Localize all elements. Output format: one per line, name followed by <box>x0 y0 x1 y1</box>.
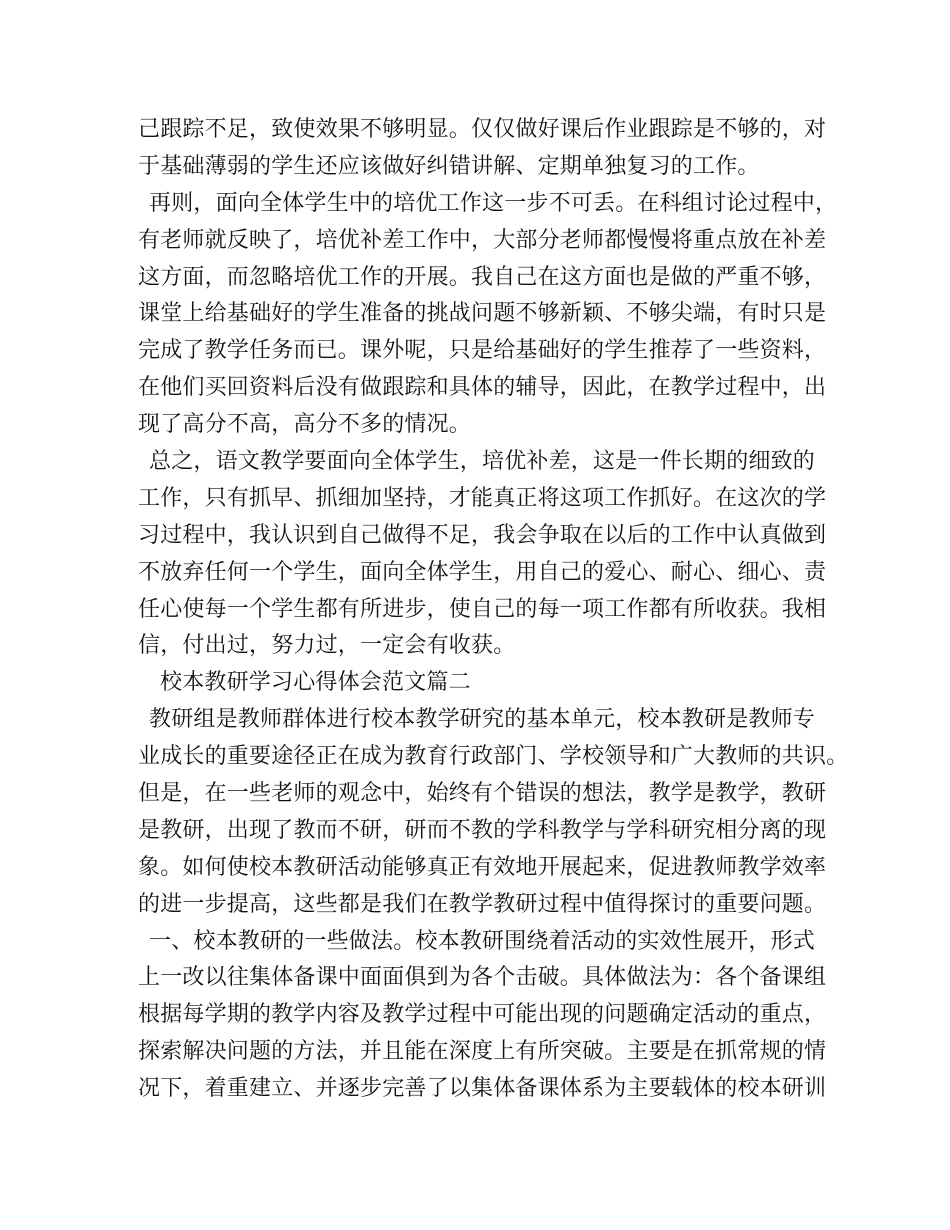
text-line: 工作，只有抓早、抓细加坚持，才能真正将这项工作抓好。在这次的学 <box>138 485 827 511</box>
paragraph-first-line: 一、校本教研的一些做法。校本教研围绕着活动的实效性展开，形式 <box>149 928 816 954</box>
text-line: 探索解决问题的方法，并且能在深度上有所突破。主要是在抓常规的情 <box>138 1039 827 1065</box>
text-line: 业成长的重要途径正在成为教育行政部门、学校领导和广大教师的共识。 <box>138 744 849 770</box>
paragraph-first-line: 总之，语文教学要面向全体学生，培优补差，这是一件长期的细致的 <box>149 449 816 475</box>
text-line: 课堂上给基础好的学生准备的挑战问题不够新颖、不够尖端，有时只是 <box>138 301 827 327</box>
text-line: 于基础薄弱的学生还应该做好纠错讲解、定期单独复习的工作。 <box>138 153 760 179</box>
text-line: 象。如何使校本教研活动能够真正有效地开展起来，促进教师教学效率 <box>138 854 827 880</box>
text-line: 任心使每一个学生都有所进步，使自己的每一项工作都有所收获。我相 <box>138 596 827 622</box>
text-line: 根据每学期的教学内容及教学过程中可能出现的问题确定活动的重点， <box>138 1002 827 1028</box>
text-line: 有老师就反映了，培优补差工作中，大部分老师都慢慢将重点放在补差 <box>138 227 827 253</box>
text-line: 的进一步提高，这些都是我们在教学教研过程中值得探讨的重要问题。 <box>138 891 827 917</box>
text-line: 是教研，出现了教而不研，研而不教的学科教学与学科研究相分离的现 <box>138 817 827 843</box>
body-text <box>138 112 849 1108</box>
text-line: 但是，在一些老师的观念中，始终有个错误的想法，教学是教学，教研 <box>138 781 827 807</box>
text-line: 上一改以往集体备课中面面俱到为各个击破。具体做法为：各个备课组 <box>138 965 827 991</box>
paragraph-first-line: 再则，面向全体学生中的培优工作这一步不可丢。在科组讨论过程中， <box>149 190 838 216</box>
paragraph-first-line: 教研组是教师群体进行校本教学研究的基本单元，校本教研是教师专 <box>149 707 816 733</box>
text-line: 况下，着重建立、并逐步完善了以集体备课体系为主要载体的校本研训 <box>138 1076 827 1102</box>
text-line: 不放弃任何一个学生，面向全体学生，用自己的爱心、耐心、细心、责 <box>138 559 827 585</box>
text-line: 完成了教学任务而已。课外呢，只是给基础好的学生推荐了一些资料， <box>138 338 827 364</box>
text-line: 信，付出过，努力过，一定会有收获。 <box>138 633 516 659</box>
text-line: 己跟踪不足，致使效果不够明显。仅仅做好课后作业跟踪是不够的，对 <box>138 117 827 142</box>
text-line: 在他们买回资料后没有做跟踪和具体的辅导，因此，在教学过程中，出 <box>138 375 827 401</box>
text-line: 现了高分不高，高分不多的情况。 <box>138 412 472 438</box>
text-line: 这方面，而忽略培优工作的开展。我自己在这方面也是做的严重不够， <box>138 264 827 290</box>
section-heading: 校本教研学习心得体会范文篇二 <box>160 670 471 696</box>
text-line: 习过程中，我认识到自己做得不足，我会争取在以后的工作中认真做到 <box>138 522 827 548</box>
